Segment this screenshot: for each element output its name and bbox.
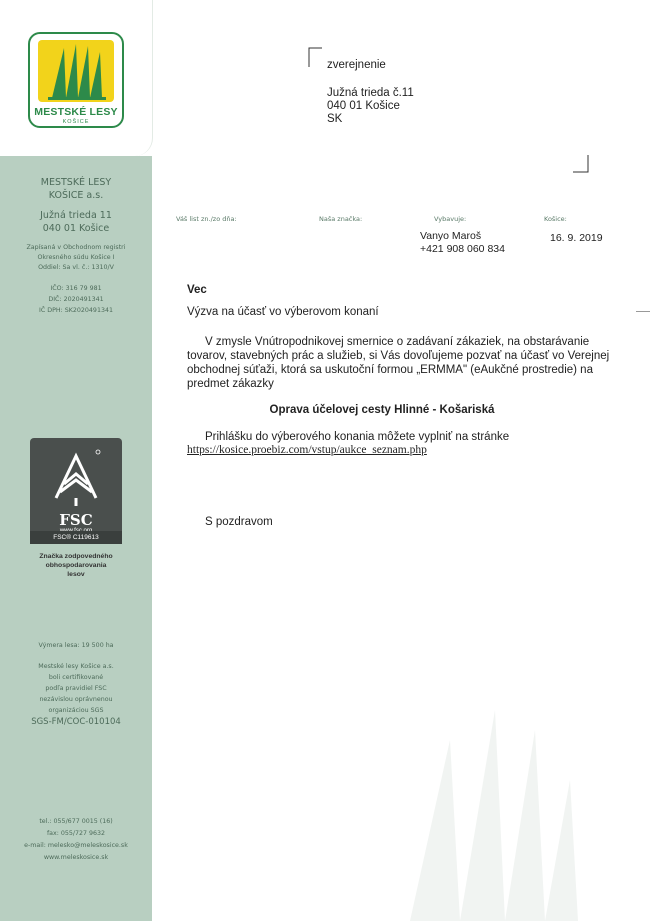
recipient-line: SK (327, 113, 343, 125)
label-your-letter: Váš list zn./zo dňa: (176, 215, 237, 223)
registry-line: Oddiel: Sa vl. č.: 1310/V (38, 264, 114, 271)
contact-fax: fax: 055/727 9632 (46, 830, 106, 837)
recipient-line: 040 01 Košice (327, 100, 400, 112)
paragraph-line: predmet zákazky (187, 378, 274, 390)
closing: S pozdravom (205, 516, 273, 528)
recipient-line: Južná trieda č.11 (327, 87, 414, 99)
company-name-2: KOŠICE a.s. (48, 190, 104, 201)
subject-label: Vec (187, 284, 207, 296)
fsc-tree-icon (30, 438, 122, 510)
letterhead-sidebar (0, 0, 152, 921)
apply-text: Prihlášku do výberového konania môžete vyplniť na stránke (205, 431, 510, 443)
contact-phone: tel.: 055/677 0015 (16) (39, 818, 113, 825)
company-logo (28, 32, 124, 128)
recipient-line: zverejnenie (327, 59, 386, 71)
project-title: Oprava účelovej cesty Hlinné - Košariská (269, 404, 495, 416)
fsc-caption (0, 552, 152, 579)
ico: IČO: 316 79 981 (50, 285, 102, 292)
label-handled-by: Vybavuje: (434, 215, 467, 223)
cert-line: nezávislou oprávnenou (39, 696, 113, 703)
fsc-caption-line: obhospodarovania (45, 562, 107, 569)
cert-line: organizáciou SGS (48, 707, 104, 714)
ic-dph: IČ DPH: SK2020491341 (39, 307, 113, 314)
fsc-label: FSC (59, 511, 93, 529)
registry-line: Okresného súdu Košice I (37, 254, 115, 261)
watermark-trees-icon (370, 700, 590, 921)
registry-line: Zapísaná v Obchodnom registri (26, 244, 126, 251)
fold-mark (636, 311, 650, 312)
fsc-caption-line: Značka zodpovedného (39, 553, 113, 560)
fsc-code: FSC® C119613 (30, 531, 122, 544)
auction-link[interactable]: https://kosice.proebiz.com/vstup/aukce_seznam.php (187, 444, 427, 456)
fsc-badge (30, 438, 122, 544)
subject: Výzva na účasť vo výberovom konaní (187, 306, 379, 318)
forest-area: Výmera lesa: 19 500 ha (38, 642, 114, 649)
logo-city: KOŠICE (62, 119, 90, 125)
cert-code: SGS-FM/COC-010104 (31, 717, 121, 727)
handled-by-phone: +421 908 060 834 (420, 243, 505, 255)
fsc-caption-line: lesov (67, 571, 85, 578)
paragraph-line: obchodnej súťaži, ktorá sa uskutoční formou „ERMMA" (eAukčné prostredie) na (187, 364, 593, 376)
company-city: 040 01 Košice (42, 223, 110, 234)
letter-date: 16. 9. 2019 (550, 232, 603, 244)
label-city: Košice: (544, 215, 567, 223)
cert-line: Mestské lesy Košice a.s. (38, 663, 114, 670)
logo-name: MESTSKÉ LESY (34, 106, 118, 118)
paragraph-line: V zmysle Vnútropodnikovej smernice o zadávaní zákaziek, na obstarávanie (205, 336, 590, 348)
address-corner-mark (573, 155, 589, 175)
company-street: Južná trieda 11 (40, 210, 112, 221)
contact-email: e-mail: melesko@meleskosice.sk (24, 842, 128, 849)
contact-web: www.meleskosice.sk (43, 854, 109, 861)
cert-line: boli certifikované (48, 674, 104, 681)
dic: DIČ: 2020491341 (48, 296, 104, 303)
handled-by-name: Vanyo Maroš (420, 230, 482, 242)
company-name-1: MESTSKÉ LESY (40, 177, 112, 188)
cert-line: podľa pravidiel FSC (45, 685, 107, 692)
logo-trees-icon (38, 40, 114, 102)
address-corner-mark (308, 47, 322, 67)
paragraph-line: tovarov, stavebných prác a služieb, si Vás dovoľujeme pozvať na účasť vo Verejnej (187, 350, 610, 362)
label-our-ref: Naša značka: (319, 215, 363, 223)
